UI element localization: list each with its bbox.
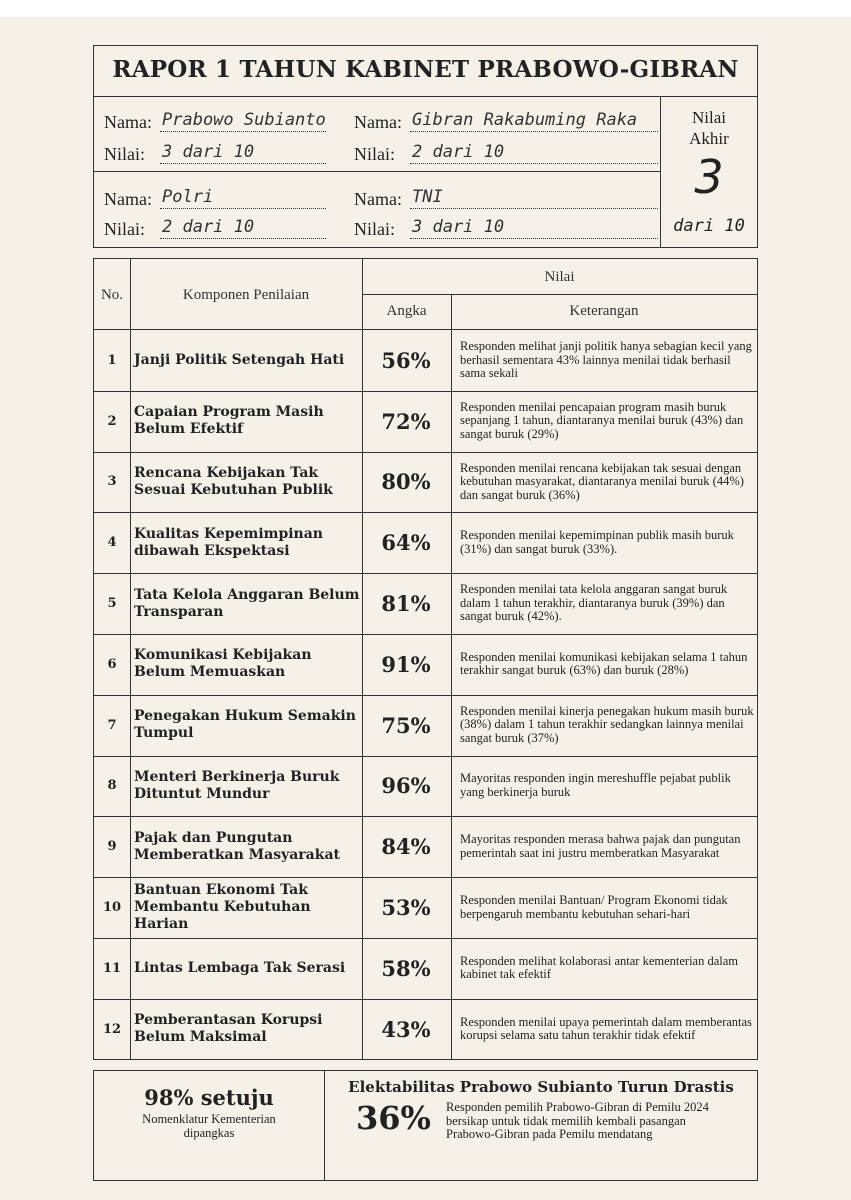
row-komponen: Pajak dan Pungutan Memberatkan Masyarakat — [134, 829, 340, 863]
table-row — [94, 634, 757, 695]
row-angka: 84% — [381, 834, 431, 860]
name-value-gibran: Gibran Rakabuming Raka — [410, 109, 658, 132]
row-keterangan: Mayoritas responden merasa bahwa pajak dan pungutan pemerintah saat ini justru memberatkan Masyarakat — [460, 832, 741, 860]
row-keterangan: Responden menilai pencapaian program masih buruk sepanjang 1 tahun, diantaranya menilai buruk (43%) dan sangat buruk (29%) — [460, 399, 744, 441]
row-komponen: Tata Kelola Anggaran Belum Transparan — [134, 586, 360, 620]
row-angka: 64% — [381, 530, 431, 556]
row-keterangan: Responden menilai tata kelola anggaran sangat buruk dalam 1 tahun terakhir, diantaranya buruk (39%) dan sangat buruk (42%). — [460, 582, 728, 624]
column-header-no: No. — [100, 287, 124, 303]
row-komponen: Rencana Kebijakan Tak Sesuai Kebutuhan Publik — [134, 464, 333, 498]
header-divider — [362, 294, 757, 295]
name-label: Nama: — [354, 189, 402, 209]
table-row — [94, 573, 757, 634]
row-angka: 56% — [381, 347, 431, 373]
row-angka: 81% — [381, 591, 431, 617]
row-angka: 43% — [381, 1016, 431, 1042]
name-value-tni: TNI — [410, 186, 658, 209]
report-header-card — [93, 45, 758, 248]
row-komponen: Penegakan Hukum Semakin Tumpul — [134, 708, 356, 742]
name-label: Nama: — [104, 112, 152, 132]
row-angka: 80% — [381, 469, 431, 495]
name-value-prabowo: Prabowo Subianto — [162, 110, 326, 130]
row-keterangan: Responden menilai kepemimpinan publik masih buruk (31%) dan sangat buruk (33%). — [460, 528, 734, 556]
final-score-label-line2: Akhir — [689, 129, 729, 148]
row-angka: 91% — [381, 651, 431, 677]
row-keterangan: Responden menilai Bantuan/ Program Ekonomi tidak berpengaruh membantu kebutuhan sehari-hari — [460, 893, 728, 921]
table-row — [94, 816, 757, 877]
table-row — [94, 695, 757, 756]
electability-caption: Responden pemilih Prabowo-Gibran di Pemilu 2024 bersikap untuk tidak memilih kembali pasangan Prabowo-Gibran pada Pemilu mendatang — [446, 1100, 709, 1141]
column-header-keterangan: Keterangan — [569, 303, 639, 319]
row-number: 6 — [107, 656, 117, 672]
name-label: Nama: — [354, 112, 402, 132]
nomenclature-caption: Nomenklatur Kementerian dipangkas — [142, 1112, 276, 1140]
row-angka: 96% — [381, 773, 431, 799]
nomenclature-stat: 98% setuju — [144, 1085, 274, 1110]
row-number: 4 — [107, 535, 117, 551]
column-header-angka: Angka — [386, 303, 427, 319]
table-row — [94, 938, 757, 999]
row-komponen: Janji Politik Setengah Hati — [134, 351, 345, 368]
score-label: Nilai: — [104, 144, 145, 164]
row-komponen: Kualitas Kepemimpinan dibawah Ekspektasi — [134, 525, 323, 559]
row-number: 10 — [102, 900, 122, 916]
column-header-komponen: Komponen Penilaian — [182, 287, 310, 303]
name-value-polri: Polri — [160, 186, 326, 209]
table-row — [94, 512, 757, 573]
row-angka: 58% — [381, 955, 431, 981]
score-value-tni: 3 dari 10 — [410, 216, 658, 239]
final-score-value: 3 — [694, 150, 724, 204]
row-number: 9 — [107, 839, 117, 855]
electability-stat: 36% — [356, 1099, 431, 1137]
row-number: 11 — [102, 960, 122, 976]
row-number: 8 — [107, 778, 117, 794]
summary-footer — [93, 1070, 758, 1181]
name-label: Nama: — [104, 189, 152, 209]
table-row — [94, 877, 757, 938]
row-keterangan: Responden menilai rencana kebijakan tak sesuai dengan kebutuhan masyarakat, diantaranya menilai buruk (44%) dan sangat buruk (36%) — [460, 460, 744, 502]
divider — [94, 171, 660, 172]
row-number: 2 — [107, 413, 117, 429]
final-score-label-line1: Nilai — [692, 108, 726, 127]
row-komponen: Capaian Program Masih Belum Efektif — [134, 404, 324, 438]
table-row — [94, 999, 757, 1060]
row-keterangan: Responden menilai upaya pemerintah dalam memberantas korupsi selama satu tahun terakhir tidak efektif — [460, 1014, 752, 1043]
row-number: 5 — [107, 596, 117, 612]
table-row — [94, 452, 757, 513]
row-keterangan: Mayoritas responden ingin mereshuffle pejabat publik yang berkinerja buruk — [460, 771, 731, 799]
divider — [94, 96, 757, 97]
row-komponen: Menteri Berkinerja Buruk Dituntut Mundur — [134, 768, 340, 802]
row-komponen: Lintas Lembaga Tak Serasi — [134, 959, 346, 976]
row-angka: 72% — [381, 408, 431, 434]
report-title: RAPOR 1 TAHUN KABINET PRABOWO-GIBRAN — [112, 56, 739, 83]
row-keterangan: Responden melihat janji politik hanya sebagian kecil yang berhasil sementara 43% lainnya menilai tidak berhasil sama sekali — [460, 339, 752, 381]
score-label: Nilai: — [354, 219, 395, 239]
row-keterangan: Responden melihat kolaborasi antar kementerian dalam kabinet tak efektif — [460, 953, 739, 982]
score-value-polri: 2 dari 10 — [160, 216, 326, 239]
row-komponen: Komunikasi Kebijakan Belum Memuaskan — [134, 647, 312, 681]
score-label: Nilai: — [354, 144, 395, 164]
electability-title: Elektabilitas Prabowo Subianto Turun Drastis — [348, 1078, 734, 1096]
row-number: 3 — [107, 474, 117, 490]
assessment-table — [93, 258, 758, 1060]
score-label: Nilai: — [104, 219, 145, 239]
row-number: 1 — [107, 352, 117, 368]
row-komponen: Pemberantasan Korupsi Belum Maksimal — [134, 1012, 323, 1046]
row-angka: 75% — [381, 712, 431, 738]
score-value-prabowo: 3 dari 10 — [160, 141, 326, 164]
row-komponen: Bantuan Ekonomi Tak Membantu Kebutuhan Harian — [134, 882, 311, 933]
row-angka: 53% — [381, 895, 431, 921]
row-number: 7 — [107, 717, 117, 733]
table-row — [94, 756, 757, 817]
score-value-gibran: 2 dari 10 — [410, 141, 658, 164]
final-score-suffix: dari 10 — [673, 216, 745, 236]
row-number: 12 — [102, 1021, 122, 1037]
row-keterangan: Responden menilai kinerja penegakan hukum masih buruk (38%) dalam 1 tahun terakhir sedangkan lainnya menilai sangat buruk (37%) — [460, 703, 754, 745]
row-keterangan: Responden menilai komunikasi kebijakan selama 1 tahun terakhir sangat buruk (63%) dan buruk (28%) — [460, 649, 748, 678]
table-row — [94, 330, 757, 391]
column-header-nilai: Nilai — [544, 269, 575, 285]
table-row — [94, 391, 757, 452]
